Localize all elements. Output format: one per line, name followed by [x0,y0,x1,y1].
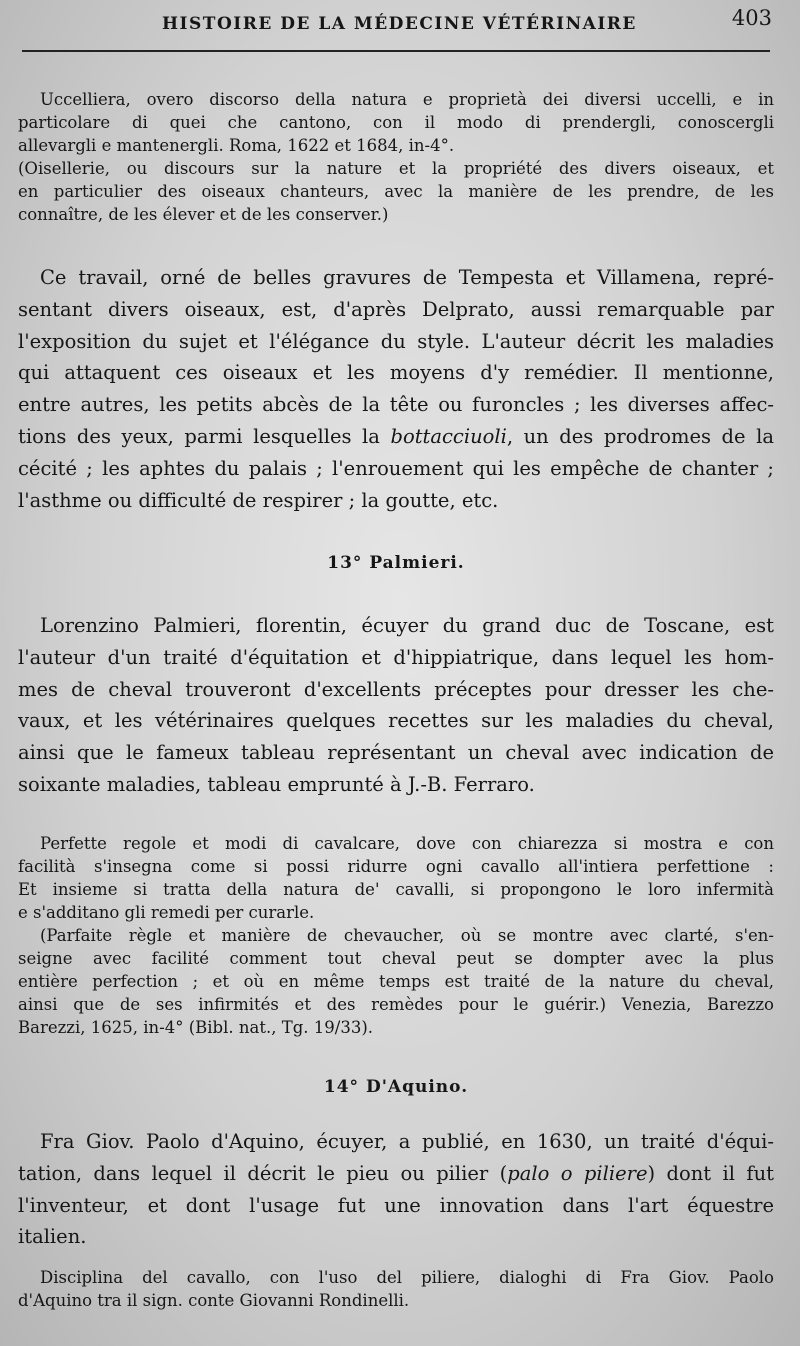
paragraph-line: mes de cheval trouveront d'excellents préceptes pour dresser les che- [18,677,774,701]
paragraph-line: l'inventeur, et dont l'usage fut une innovation dans l'art équestre [18,1193,774,1217]
paragraph-line: sentant divers oiseaux, est, d'après Delprato, aussi remarquable par [18,297,774,321]
text-run: ) dont il fut [647,1161,774,1185]
citation-translation-line: en particulier des oiseaux chanteurs, avec la manière de les prendre, de les [18,182,774,201]
citation-line: d'Aquino tra il sign. conte Giovanni Rondinelli. [18,1291,410,1310]
citation-line: particolare di quei che cantono, con il modo di prendergli, conoscergli [18,113,774,132]
paragraph-line [18,1158,774,1190]
italic-term: bottacciuoli [390,424,507,448]
paragraph-line: entre autres, les petits abcès de la tête ou furoncles ; les diverses affec- [18,393,774,417]
paragraph-line [18,421,774,453]
citation-disciplina [18,1266,774,1312]
citation-line: facilità s'insegna come si possi ridurre ogni cavallo all'intiera perfettione : [18,857,774,876]
text-run: , un des prodromes de la [506,424,774,448]
citation-uccelliera [18,88,774,226]
paragraph-line: l'auteur d'un traité d'équitation et d'hippiatrique, dans lequel les hom- [18,645,774,669]
paragraph-line: Ce travail, orné de belles gravures de Tempesta et Villamena, repré- [40,266,774,289]
citation-line: e s'additano gli remedi per curarle. [18,903,315,922]
text-run: tions des yeux, parmi lesquelles la [18,424,391,448]
section-heading-daquino: 14° D'Aquino. [323,1077,469,1097]
paragraph-line: Lorenzino Palmieri, florentin, écuyer du grand duc de Toscane, est [40,614,774,637]
citation-translation-line: entière perfection ; et où en même temps est traité de la nature du cheval, [18,972,774,991]
paragraph-uccelliera [18,262,774,516]
citation-translation-line: (Parfaite règle et manière de chevaucher, où se montre avec clarté, s'en- [40,926,774,945]
header-rule [22,50,770,52]
paragraph-line: qui attaquent ces oiseaux et les moyens d'y remédier. Il mentionne, [18,361,774,385]
citation-line: Uccelliera, overo discorso della natura e proprietà dei diversi uccelli, e in [40,90,774,109]
page-number: 403 [731,6,772,30]
running-header [20,6,780,46]
paragraph-line: ainsi que le fameux tableau représentant un cheval avec indication de [18,741,774,765]
citation-translation-line: connaître, de les élever et de les conserver.) [18,205,389,224]
citation-translation-line: seigne avec facilité comment tout cheval peut se dompter avec la plus [18,949,774,968]
citation-translation-line: ainsi que de ses infirmités et des remèdes pour le guérir.) Venezia, Barezzo [18,995,774,1014]
citation-line: allevargli e mantenergli. Roma, 1622 et 1684, in-4°. [18,136,455,155]
citation-translation-line: Barezzi, 1625, in-4° (Bibl. nat., Tg. 19/33). [18,1018,374,1037]
paragraph-line: vaux, et les vétérinaires quelques recettes sur les maladies du cheval, [18,709,774,733]
italic-term: palo o piliere [507,1161,648,1185]
paragraph-line: Fra Giov. Paolo d'Aquino, écuyer, a publié, en 1630, un traité d'équi- [40,1130,774,1153]
citation-translation-line: (Oisellerie, ou discours sur la nature et la propriété des divers oiseaux, et [18,159,774,178]
citation-line: Perfette regole et modi di cavalcare, dove con chiarezza si mostra e con [40,834,774,853]
paragraph-line: soixante maladies, tableau emprunté à J.-B. Ferraro. [18,772,535,796]
citation-line: Et insieme si tratta della natura de' cavalli, si propongono le loro infermità [18,880,774,899]
paragraph-line: cécité ; les aphtes du palais ; l'enrouement qui les empêche de chanter ; [18,456,774,480]
text-run: tation, dans lequel il décrit le pieu ou pilier ( [18,1161,508,1185]
paragraph-line: italien. [18,1225,87,1249]
citation-line: Disciplina del cavallo, con l'uso del piliere, dialoghi di Fra Giov. Paolo [40,1268,774,1287]
citation-perfette-regole [18,832,774,1039]
paragraph-daquino [18,1126,774,1253]
paragraph-line: l'exposition du sujet et l'élégance du style. L'auteur décrit les maladies [18,329,774,353]
paragraph-line: l'asthme ou difficulté de respirer ; la goutte, etc. [18,488,499,512]
running-title: HISTOIRE DE LA MÉDECINE VÉTÉRINAIRE [162,14,637,34]
paragraph-palmieri [18,610,774,801]
section-heading-palmieri: 13° Palmieri. [327,553,465,573]
